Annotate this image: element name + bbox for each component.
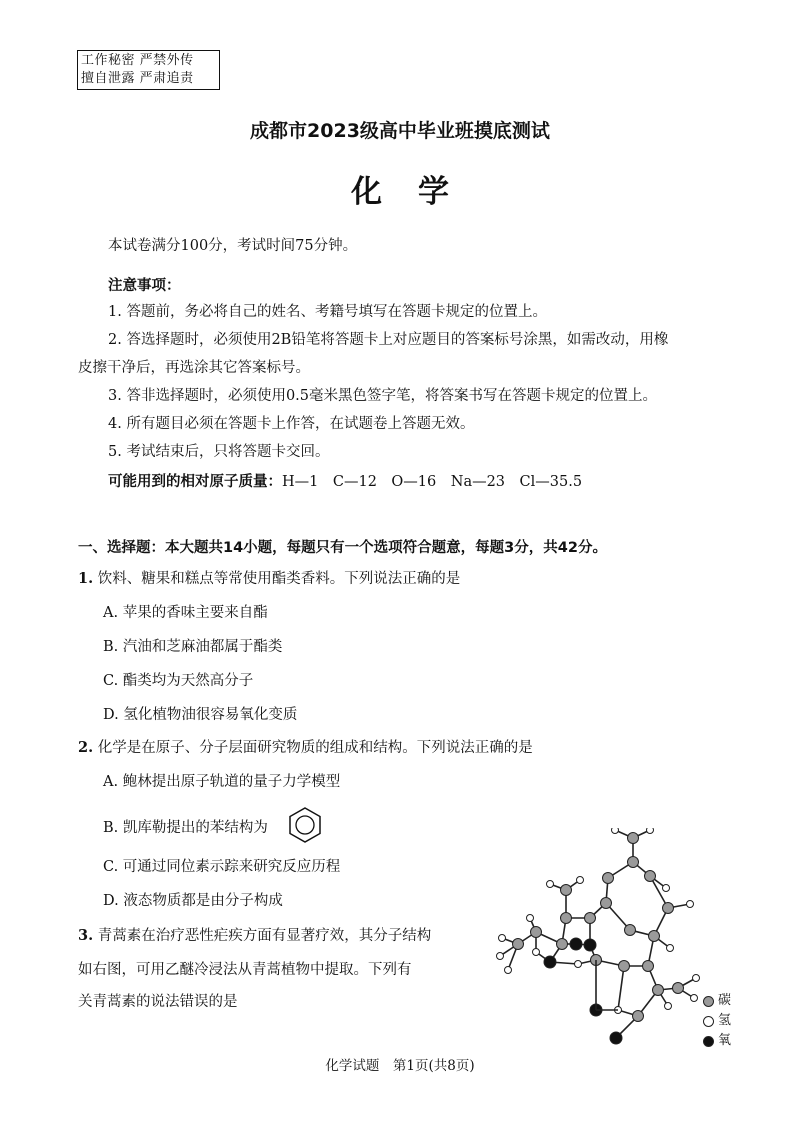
option-d: D. 氢化植物油很容易氧化变质 [103,707,298,723]
note-item-continued: 皮擦干净后，再选涂其它答案标号。 [78,360,310,376]
atomic-mass-values: H—1 C—12 O—16 Na—23 Cl—35.5 [282,474,583,490]
option-c: C. 酯类均为天然高分子 [103,673,254,689]
exam-title: 成都市2023级高中毕业班摸底测试 [250,120,550,142]
question-stem: 化学是在原子、分子层面研究物质的组成和结构。下列说法正确的是 [97,740,533,756]
section-heading: 一、选择题：本大题共14小题，每题只有一个选项符合题意，每题3分，共42分。 [78,540,607,556]
hydrogen-dot-icon [703,1016,714,1027]
note-item: 1. 答题前，务必将自己的姓名、考籍号填写在答题卡规定的位置上。 [108,304,547,320]
carbon-dot-icon [703,996,714,1007]
atomic-mass-label: 可能用到的相对原子质量： [108,474,282,490]
question-number: 1. [78,570,94,587]
benzene-ring-icon [286,806,324,844]
note-item: 4. 所有题目必须在答题卡上作答，在试题卷上答题无效。 [108,416,475,432]
legend-carbon-label: 碳 [718,993,732,1008]
question-stem-line: 青蒿素在治疗恶性疟疾方面有显著疗效，其分子结构 [97,928,432,944]
option-a: A. 苹果的香味主要来自酯 [103,605,268,621]
option-b: B. 凯库勒提出的苯结构为 [103,820,268,836]
note-item: 5. 考试结束后，只将答题卡交回。 [108,444,330,460]
atomic-mass-line [108,472,582,492]
question-3 [78,926,431,946]
subject-title: 化学 [351,174,485,210]
molecule-legend [703,991,731,1051]
oxygen-dot-icon [703,1036,714,1047]
option-c: C. 可通过同位素示踪来研究反应历程 [103,859,341,875]
confidential-stamp [77,50,220,90]
legend-hydrogen [703,1011,731,1031]
option-a: A. 鲍林提出原子轨道的量子力学模型 [103,774,341,790]
question-number: 2. [78,739,94,756]
page-footer: 化学试题 第1页(共8页) [325,1058,475,1074]
question-1 [78,569,460,589]
notes-heading: 注意事项： [108,278,181,294]
artemisinin-molecule-diagram [478,828,708,1053]
legend-oxygen [703,1031,731,1051]
option-d: D. 液态物质都是由分子构成 [103,893,283,909]
question-stem-line: 如右图，可用乙醚冷浸法从青蒿植物中提取。下列有 [78,962,412,978]
legend-carbon [703,991,731,1011]
question-2 [78,738,533,758]
stamp-line-2: 擅自泄露 严肃追责 [81,71,194,86]
note-item: 2. 答选择题时，必须使用2B铅笔将答题卡上对应题目的答案标号涂黑，如需改动，用橡 [108,332,669,348]
legend-oxygen-label: 氧 [718,1033,732,1048]
option-b: B. 汽油和芝麻油都属于酯类 [103,639,283,655]
question-stem: 饮料、糖果和糕点等常使用酯类香料。下列说法正确的是 [97,571,461,587]
question-stem-line: 关青蒿素的说法错误的是 [78,994,238,1010]
stamp-line-1: 工作秘密 严禁外传 [81,53,194,68]
note-item: 3. 答非选择题时，必须使用0.5毫米黑色签字笔，将答案书写在答题卡规定的位置上。 [108,388,658,404]
intro-text: 本试卷满分100分，考试时间75分钟。 [108,238,358,254]
question-number: 3. [78,927,94,944]
legend-hydrogen-label: 氢 [718,1013,732,1028]
